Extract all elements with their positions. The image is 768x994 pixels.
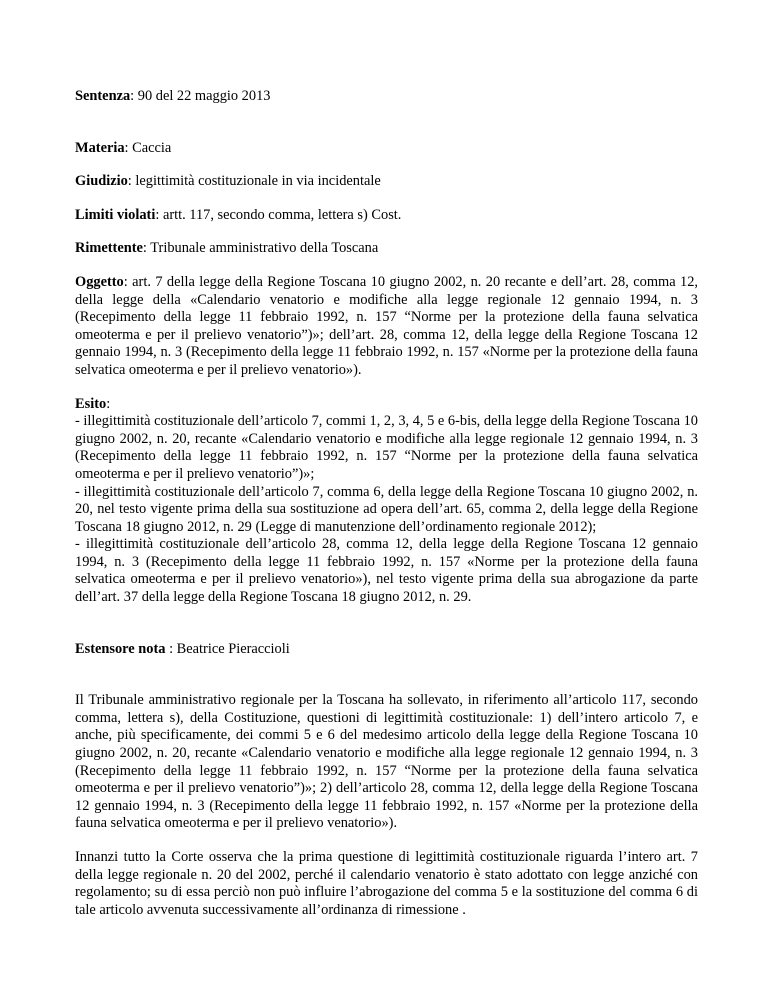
oggetto-value: : art. 7 della legge della Regione Toscana 10 giugno 2002, n. 20 recante e dell’art. 28, comma 12, della legge della «Calendario venatorio e modifiche alla legge regionale 12 gennaio 1994, n. 3 (Recepimento della legge 11 febbraio 1992, n. 157 “Norme per la protezione della fauna selvatica omeoterma e per il prelievo venatorio”)»; dell’art. 28, comma 12, della legge della Regione Toscana 12 gennaio 1994, n. 3 (Recepimento della legge 11 febbraio 1992, n. 157 «Norme per la protezione della fauna selvatica omeoterma e per il prelievo venatorio»).: [75, 273, 698, 378]
body-paragraph: Innanzi tutto la Corte osserva che la prima questione di legittimità costituzionale riguarda l’intero art. 7 della legge regionale n. 20 del 2002, perché il calendario venatorio è stato adottato con legge anziché con regolamento; su di essa perciò non può influire l’abrogazione del comma 5 e la sostituzione del comma 6 di tale articolo avvenuta successivamente all’ordinanza di rimessione .: [75, 849, 698, 918]
materia-line: [75, 140, 698, 158]
esito-item: - illegittimità costituzionale dell’articolo 7, comma 6, della legge della Regione Toscana 10 giugno 2002, n. 20, nel testo vigente prima della sua sostituzione ad opera dell’art. 65, comma 2, della legge della Regione Toscana 18 giugno 2012, n. 29 (Legge di manutenzione dell’ordinamento regionale 2012);: [75, 483, 698, 535]
oggetto-label: Oggetto: [75, 273, 124, 290]
estensore-label: Estensore nota: [75, 640, 166, 657]
body-paragraph: Il Tribunale amministrativo regionale per la Toscana ha sollevato, in riferimento all’articolo 117, secondo comma, lettera s), della Costituzione, questioni di legittimità costituzionale: 1) dell’intero articolo 7, e anche, più specificamente, dei commi 5 e 6 del medesimo articolo della legge della Regione Toscana 10 giugno 2002, n. 20, recante «Calendario venatorio e modifiche alla legge regionale 12 gennaio 1994, n. 3 (Recepimento della legge 11 febbraio 1992, n. 157 “Norme per la protezione della fauna selvatica omeoterma e per il prelievo venatorio”)»; 2) dell’articolo 28, comma 12, della legge della Regione Toscana 12 gennaio 1994, n. 3 (Recepimento della legge 11 febbraio 1992, n. 157 «Norme per la protezione della fauna selvatica omeoterma e per il prelievo venatorio»).: [75, 692, 698, 832]
giudizio-label: Giudizio: [75, 173, 128, 190]
esito-colon: :: [106, 395, 111, 412]
oggetto-paragraph: [75, 274, 698, 380]
rimettente-label: Rimettente: [75, 240, 143, 257]
esito-item: - illegittimità costituzionale dell’articolo 28, comma 12, della legge della Regione Toscana 12 gennaio 1994, n. 3 (Recepimento della legge 11 febbraio 1992, n. 157 «Norme per la protezione della fauna selvatica omeoterma e per il prelievo venatorio»), nel testo vigente prima della sua abrogazione da parte dell’art. 37 della legge della Regione Toscana 18 giugno 2012, n. 29.: [75, 536, 698, 606]
esito-heading: [75, 396, 698, 414]
document-page: [75, 80, 698, 919]
esito-section: [75, 396, 698, 607]
esito-label: Esito: [75, 395, 107, 412]
limiti-label: Limiti violati: [75, 206, 156, 223]
estensore-line: [75, 641, 698, 659]
giudizio-value: : legittimità costituzionale in via incidentale: [127, 173, 381, 190]
sentenza-value: : 90 del 22 maggio 2013: [130, 88, 271, 104]
rimettente-line: [75, 240, 698, 258]
limiti-value: : artt. 117, secondo comma, lettera s) Cost.: [155, 206, 402, 223]
estensore-value: : Beatrice Pieraccioli: [165, 640, 290, 657]
sentenza-label: Sentenza: [75, 88, 131, 104]
materia-label: Materia: [75, 139, 125, 156]
giudizio-line: [75, 173, 698, 191]
rimettente-value: : Tribunale amministrativo della Toscana: [142, 240, 379, 257]
materia-value: : Caccia: [124, 139, 172, 156]
limiti-line: [75, 207, 698, 225]
esito-item: - illegittimità costituzionale dell’articolo 7, commi 1, 2, 3, 4, 5 e 6-bis, della legge della Regione Toscana 10 giugno 2002, n. 20, recante «Calendario venatorio e modifiche alla legge regionale 12 gennaio 1994, n. 3 (Recepimento della legge 11 febbraio 1992, n. 157 “Norme per la protezione della fauna selvatica omeoterma e per il prelievo venatorio”)»;: [75, 413, 698, 482]
sentenza-line: [75, 88, 698, 106]
